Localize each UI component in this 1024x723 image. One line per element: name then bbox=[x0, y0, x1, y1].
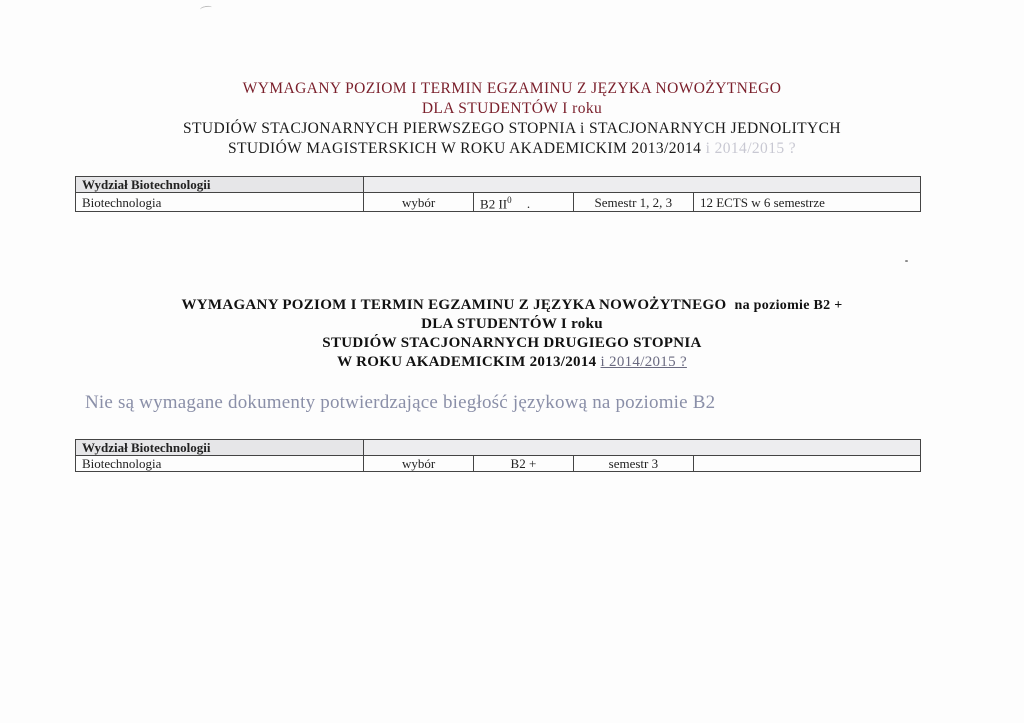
field-cell: Biotechnologia bbox=[76, 456, 364, 472]
field-cell: Biotechnologia bbox=[76, 193, 364, 212]
header-blank bbox=[364, 440, 921, 456]
section1-heading-line3: STUDIÓW STACJONARNYCH PIERWSZEGO STOPNIA i STACJONARNYCH JEDNOLITYCH bbox=[183, 120, 841, 137]
section1-heading-line1: WYMAGANY POZIOM I TERMIN EGZAMINU Z JĘZYKA NOWOŻYTNEGO bbox=[242, 80, 782, 97]
scan-artifact bbox=[200, 5, 213, 12]
header-blank bbox=[364, 177, 921, 193]
section2-heading-line4 bbox=[0, 353, 1024, 372]
section2-year-underlined: i 2014/2015 ? bbox=[600, 354, 687, 370]
level-cell: B2 + bbox=[474, 456, 574, 472]
choice-cell: wybór bbox=[364, 193, 474, 212]
semester-cell: semestr 3 bbox=[573, 456, 693, 472]
ects-cell: 12 ECTS w 6 semestrze bbox=[693, 193, 920, 212]
language-note: Nie są wymagane dokumenty potwierdzające biegłość językową na poziomie B2 bbox=[85, 392, 716, 413]
table-header-row bbox=[76, 177, 921, 193]
scan-dot bbox=[905, 260, 908, 262]
section2-year-text: W ROKU AKADEMICKIM 2013/2014 bbox=[337, 354, 597, 370]
table-row bbox=[76, 456, 921, 472]
section1-heading-line2: DLA STUDENTÓW I roku bbox=[421, 100, 603, 117]
level-text: B2 II bbox=[480, 196, 508, 212]
ects-cell bbox=[693, 456, 920, 472]
faculty-header: Wydział Biotechnologii bbox=[76, 440, 364, 456]
section2-heading-line3: STUDIÓW STACJONARNYCH DRUGIEGO STOPNIA bbox=[322, 335, 702, 351]
faculty-header: Wydział Biotechnologii bbox=[76, 177, 364, 193]
table-header-row bbox=[76, 440, 921, 456]
section1-heading-line4 bbox=[0, 139, 1024, 159]
semester-cell: Semestr 1, 2, 3 bbox=[573, 193, 693, 212]
choice-cell: wybór bbox=[364, 456, 474, 472]
level-suffix: . bbox=[526, 196, 531, 212]
section1-table bbox=[75, 176, 921, 212]
section2-heading-main: WYMAGANY POZIOM I TERMIN EGZAMINU Z JĘZYKA NOWOŻYTNEGO bbox=[181, 297, 727, 313]
level-sup: 0 bbox=[507, 195, 512, 205]
section2-heading-suffix: na poziomie B2 + bbox=[734, 298, 843, 313]
level-cell bbox=[474, 193, 574, 212]
section2-heading-line2: DLA STUDENTÓW I roku bbox=[421, 316, 603, 332]
section1-year-faded: i 2014/2015 ? bbox=[705, 140, 797, 157]
section2-heading-line1 bbox=[0, 296, 1024, 315]
section2-table bbox=[75, 439, 921, 472]
section1-year-text: STUDIÓW MAGISTERSKICH W ROKU AKADEMICKIM 2013/2014 bbox=[227, 140, 702, 157]
table-row bbox=[76, 193, 921, 212]
